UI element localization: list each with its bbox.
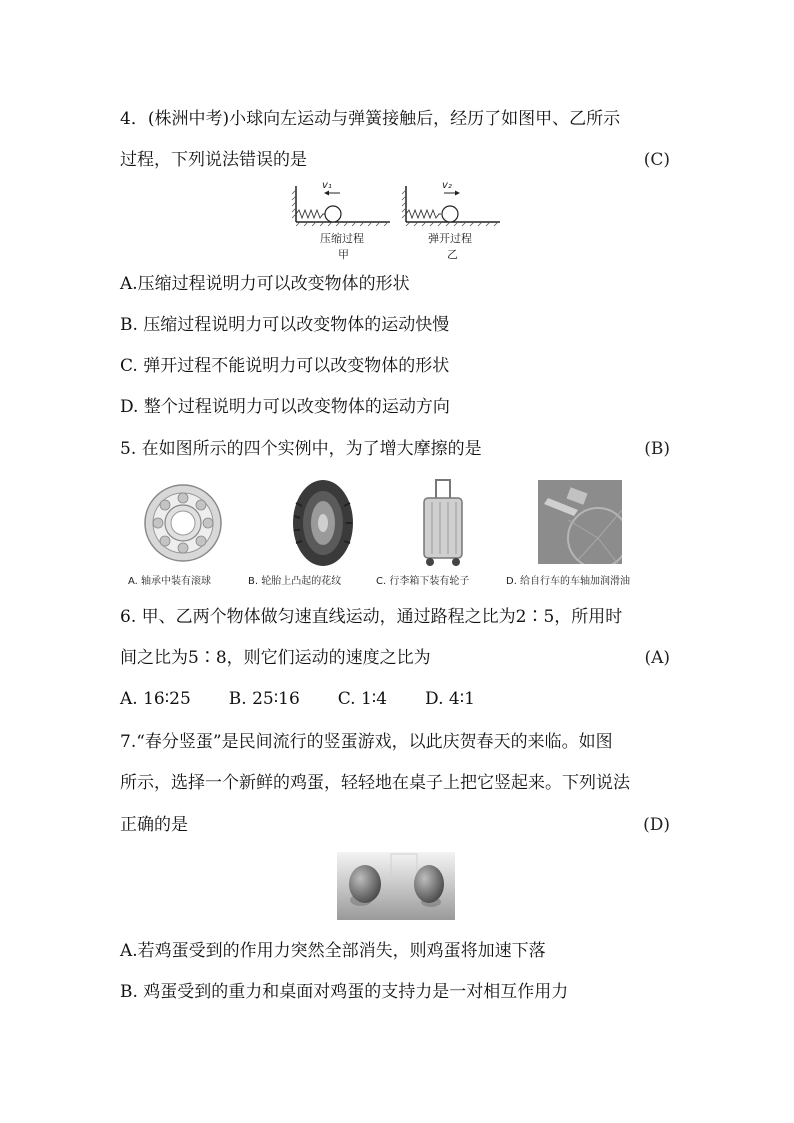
caption-d: D. 给自行车的车轴加润滑油 xyxy=(506,576,631,587)
q4-option-a: A.压缩过程说明力可以改变物体的形状 xyxy=(120,274,410,294)
q7-text-line1: 7.“春分竖蛋”是民间流行的竖蛋游戏，以此庆贺春天的来临。如图 xyxy=(120,732,613,752)
tire-image xyxy=(288,478,358,568)
label-yi: 乙 xyxy=(447,248,458,261)
label-rebound: 弹开过程 xyxy=(428,232,472,245)
bearing-image xyxy=(138,480,228,566)
q5-figures xyxy=(128,478,668,588)
q6-option-c: C. 1∶4 xyxy=(337,689,388,709)
q6-option-a: A. 16∶25 xyxy=(120,689,191,709)
bicycle-oil-image xyxy=(538,480,622,564)
q6-answer: (A) xyxy=(644,648,670,668)
q6-text-line1: 6. 甲、乙两个物体做匀速直线运动，通过路程之比为2∶5，所用时 xyxy=(120,607,623,627)
q5-answer: (B) xyxy=(644,439,670,459)
q7-text-line3: 正确的是 xyxy=(120,815,188,835)
suitcase-image xyxy=(418,478,468,568)
q6-options xyxy=(120,688,674,710)
q4-spring-figure xyxy=(290,180,510,262)
v1-label: v₁ xyxy=(322,180,332,191)
q7-option-b: B. 鸡蛋受到的重力和桌面对鸡蛋的支持力是一对相互作用力 xyxy=(120,982,569,1002)
label-compress: 压缩过程 xyxy=(320,232,364,245)
q4-text-line1: 4．(株洲中考)小球向左运动与弹簧接触后，经历了如图甲、乙所示 xyxy=(120,109,621,129)
q4-option-d: D. 整个过程说明力可以改变物体的运动方向 xyxy=(120,397,450,417)
q4-option-b: B. 压缩过程说明力可以改变物体的运动快慢 xyxy=(120,315,450,335)
label-jia: 甲 xyxy=(338,248,349,261)
caption-b: B. 轮胎上凸起的花纹 xyxy=(248,576,342,587)
q7-text-line2: 所示，选择一个新鲜的鸡蛋，轻轻地在桌子上把它竖起来。下列说法 xyxy=(120,773,630,793)
q6-text-line2: 间之比为5∶8，则它们运动的速度之比为 xyxy=(120,648,431,668)
q6-option-d: D. 4∶1 xyxy=(425,689,475,709)
q7-egg-photo xyxy=(337,852,455,920)
q4-answer: (C) xyxy=(643,150,670,170)
q6-option-b: B. 25∶16 xyxy=(228,689,300,709)
q7-answer: (D) xyxy=(643,815,670,835)
caption-c: C. 行李箱下装有轮子 xyxy=(376,576,470,587)
q4-text-line2: 过程，下列说法错误的是 xyxy=(120,150,307,170)
q5-text-line1: 5. 在如图所示的四个实例中，为了增大摩擦的是 xyxy=(120,439,482,459)
q7-option-a: A.若鸡蛋受到的作用力突然全部消失，则鸡蛋将加速下落 xyxy=(120,941,546,961)
q4-option-c: C. 弹开过程不能说明力可以改变物体的形状 xyxy=(120,356,450,376)
caption-a: A. 轴承中装有滚球 xyxy=(128,576,212,587)
v2-label: v₂ xyxy=(442,180,452,191)
